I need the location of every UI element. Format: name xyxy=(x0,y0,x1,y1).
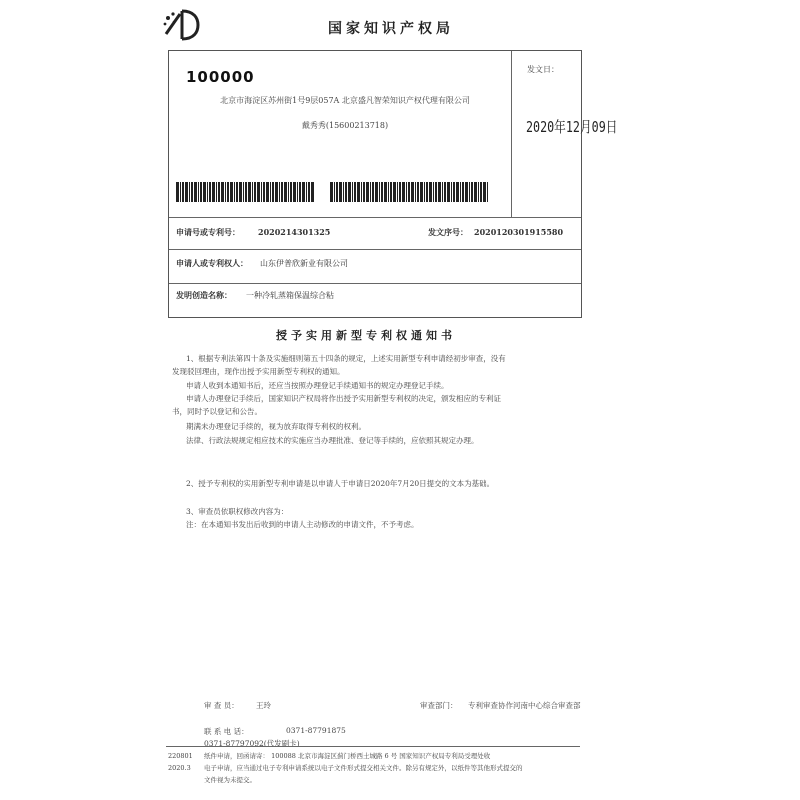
barcode-bar xyxy=(451,182,452,202)
dispatch-date-label: 发文日： xyxy=(527,65,559,74)
barcode-bar xyxy=(379,182,380,202)
barcode-bar xyxy=(465,182,468,202)
barcode-bar xyxy=(366,182,369,202)
notice-para-1c: 期满未办理登记手续的，视为放弃取得专利权的权利。 xyxy=(186,422,366,431)
barcode-bar xyxy=(180,182,181,202)
barcode-bar xyxy=(354,182,356,202)
barcode-bar xyxy=(221,182,224,202)
barcode-bar xyxy=(189,182,190,202)
barcode-bar xyxy=(478,182,479,202)
barcode-bar xyxy=(200,182,202,202)
barcode-bar xyxy=(352,182,353,202)
barcode-bar xyxy=(384,182,387,202)
barcode-bar xyxy=(388,182,389,202)
barcode-bar xyxy=(375,182,378,202)
barcode-bar xyxy=(299,182,301,202)
barcode-bar xyxy=(336,182,338,202)
barcode-bar xyxy=(225,182,226,202)
notice-para-3a: 注：在本通知书发出后收到的申请人主动修改的申请文件，不予考虑。 xyxy=(186,520,419,529)
barcode-bar xyxy=(462,182,464,202)
barcode-bar xyxy=(460,182,461,202)
barcode-bar xyxy=(257,182,260,202)
barcode-bar xyxy=(402,182,405,202)
barcode-bar xyxy=(447,182,450,202)
barcode-bar xyxy=(381,182,383,202)
barcode-bar xyxy=(361,182,362,202)
barcode-bar xyxy=(239,182,242,202)
barcode-bar xyxy=(311,182,314,202)
barcode-bar xyxy=(438,182,441,202)
barcode-bar xyxy=(370,182,371,202)
barcode-bar xyxy=(487,182,488,202)
footer-code-1: 220801 xyxy=(168,752,193,760)
frame-divider-vertical xyxy=(511,51,512,217)
barcode-bar xyxy=(453,182,455,202)
notice-para-1d: 法律、行政法规规定相应技术的实施应当办理批准、登记等手续的，应依照其规定办理。 xyxy=(186,436,479,445)
barcode-bar xyxy=(471,182,473,202)
barcode-bar xyxy=(293,182,296,202)
barcode-bar xyxy=(442,182,443,202)
notice-para-3: 3、审查员依职权修改内容为： xyxy=(186,507,289,516)
notice-para-1a: 申请人收到本通知书后，还应当按照办理登记手续通知书的规定办理登记手续。 xyxy=(186,381,449,390)
barcode-bar xyxy=(363,182,365,202)
barcode-bar xyxy=(429,182,432,202)
barcode-bar xyxy=(399,182,401,202)
examiner-label: 审 查 员： xyxy=(204,701,239,710)
barcode-bar xyxy=(433,182,434,202)
barcode-bar xyxy=(209,182,211,202)
barcode-bar xyxy=(408,182,410,202)
barcode-bar xyxy=(393,182,396,202)
barcode-bar xyxy=(270,182,271,202)
doc-serial: 2020120301915580 xyxy=(474,227,564,237)
frame-divider xyxy=(169,217,581,218)
mailing-address: 北京市海淀区苏州街1号9层057A 北京盛凡智荣知识产权代理有限公司 xyxy=(220,96,470,105)
barcode-bar xyxy=(254,182,256,202)
barcode-bar xyxy=(415,182,416,202)
barcode-bar xyxy=(345,182,347,202)
barcode-bar xyxy=(406,182,407,202)
barcode-bar xyxy=(185,182,188,202)
barcode-bar xyxy=(252,182,253,202)
frame-divider xyxy=(169,283,581,284)
barcode-bar xyxy=(357,182,360,202)
barcode-bar xyxy=(469,182,470,202)
footer-code-2: 2020.3 xyxy=(168,764,191,772)
cnipa-logo-icon xyxy=(160,8,202,42)
barcode-bar xyxy=(424,182,425,202)
department-name: 专利审查协作河南中心综合审查部 xyxy=(468,701,581,710)
barcode-bar xyxy=(182,182,184,202)
barcode-bar xyxy=(266,182,269,202)
barcode-bar xyxy=(343,182,344,202)
barcode-bar xyxy=(275,182,278,202)
barcode-bar xyxy=(248,182,251,202)
barcode-bar xyxy=(272,182,274,202)
barcode-bar xyxy=(245,182,247,202)
barcode-bar xyxy=(281,182,283,202)
barcode-bar xyxy=(435,182,437,202)
barcode-bar xyxy=(372,182,374,202)
application-no-label: 申请号或专利号： xyxy=(176,227,240,237)
footer-line-1: 纸件申请，回函请寄： 100088 北京市海淀区蓟门桥西土城路 6 号 国家知识产权局专利局受理处收 xyxy=(204,752,491,760)
footer-divider xyxy=(166,746,580,747)
barcode-bar xyxy=(263,182,265,202)
barcode-bar xyxy=(212,182,215,202)
notice-para-1b: 申请人办理登记手续后，国家知识产权局将作出授予实用新型专利权的决定，颁发相应的专利证书，同时予以登记和公告。 xyxy=(172,394,501,416)
invention-label: 发明创造名称： xyxy=(176,290,232,300)
applicant: 山东伊普欣新业有限公司 xyxy=(260,259,348,268)
barcode-bar xyxy=(207,182,208,202)
invention-title: 一种冷轧蒸箱保温综合粘 xyxy=(246,291,334,300)
notice-para-1: 1、根据专利法第四十条及实施细则第五十四条的规定，上述实用新型专利申请经初步审查，没有发现驳回理由，现作出授予实用新型专利权的通知。 xyxy=(172,354,506,376)
barcode-bar xyxy=(480,182,482,202)
notice-para-2: 2、授予专利权的实用新型专利申请是以申请人于申请日2020年7月20日提交的文本为基础。 xyxy=(186,479,495,488)
barcode-bar xyxy=(191,182,193,202)
application-no: 2020214301325 xyxy=(258,227,331,237)
barcode-bar xyxy=(397,182,398,202)
barcode-bar xyxy=(243,182,244,202)
barcode-bar xyxy=(444,182,446,202)
barcode-bar xyxy=(198,182,199,202)
barcode-bar xyxy=(236,182,238,202)
barcode-bar xyxy=(279,182,280,202)
barcode-bar xyxy=(426,182,428,202)
barcode-bar xyxy=(306,182,307,202)
barcode-bar xyxy=(420,182,423,202)
barcode-right xyxy=(330,182,492,202)
barcode-bar xyxy=(218,182,220,202)
footer-line-3: 文件视为未提交。 xyxy=(204,776,256,784)
barcode-bar xyxy=(330,182,333,202)
phone-label: 联 系 电 话： xyxy=(204,727,249,736)
barcode-bar xyxy=(261,182,262,202)
barcode-bar xyxy=(288,182,289,202)
barcode-bar xyxy=(216,182,217,202)
phone-number: 0371-87791875 xyxy=(286,726,346,735)
barcode-bar xyxy=(284,182,287,202)
doc-serial-label: 发文序号： xyxy=(428,227,468,237)
barcode-bar xyxy=(176,182,179,202)
barcode-bar xyxy=(234,182,235,202)
barcode-bar xyxy=(297,182,298,202)
barcode-bar xyxy=(390,182,392,202)
barcode-bar xyxy=(334,182,335,202)
examiner-name: 王玲 xyxy=(256,701,271,710)
department-label: 审查部门： xyxy=(420,701,458,710)
contact-person: 戴秀秀(15600213718) xyxy=(301,121,389,130)
barcode-bar xyxy=(308,182,310,202)
frame-divider xyxy=(169,249,581,250)
barcode-bar xyxy=(456,182,459,202)
fax-note: 0371-87797092(代发刷卡) xyxy=(204,739,300,748)
barcode-bar xyxy=(302,182,305,202)
footer-line-2: 电子申请，应当通过电子专利申请系统以电子文件形式提交相关文件。除另有规定外，以纸件等其他形式提交的 xyxy=(204,764,523,772)
barcode-bar xyxy=(348,182,351,202)
barcode-bar xyxy=(483,182,486,202)
barcode-bar xyxy=(230,182,233,202)
barcode-bar xyxy=(203,182,206,202)
barcode-left xyxy=(176,182,318,202)
barcode-bar xyxy=(339,182,342,202)
notice-title: 授予实用新型专利权通知书 xyxy=(276,329,456,342)
applicant-label: 申请人或专利权人： xyxy=(176,258,248,268)
barcode-bar xyxy=(194,182,197,202)
dispatch-date: 2020年12月09日 xyxy=(526,118,618,136)
postal-code: 100000 xyxy=(186,68,255,86)
barcode-bar xyxy=(227,182,229,202)
barcode-bar xyxy=(290,182,292,202)
barcode-bar xyxy=(474,182,477,202)
barcode-bar xyxy=(411,182,414,202)
barcode-bar xyxy=(417,182,419,202)
office-name: 国家知识产权局 xyxy=(328,21,454,37)
